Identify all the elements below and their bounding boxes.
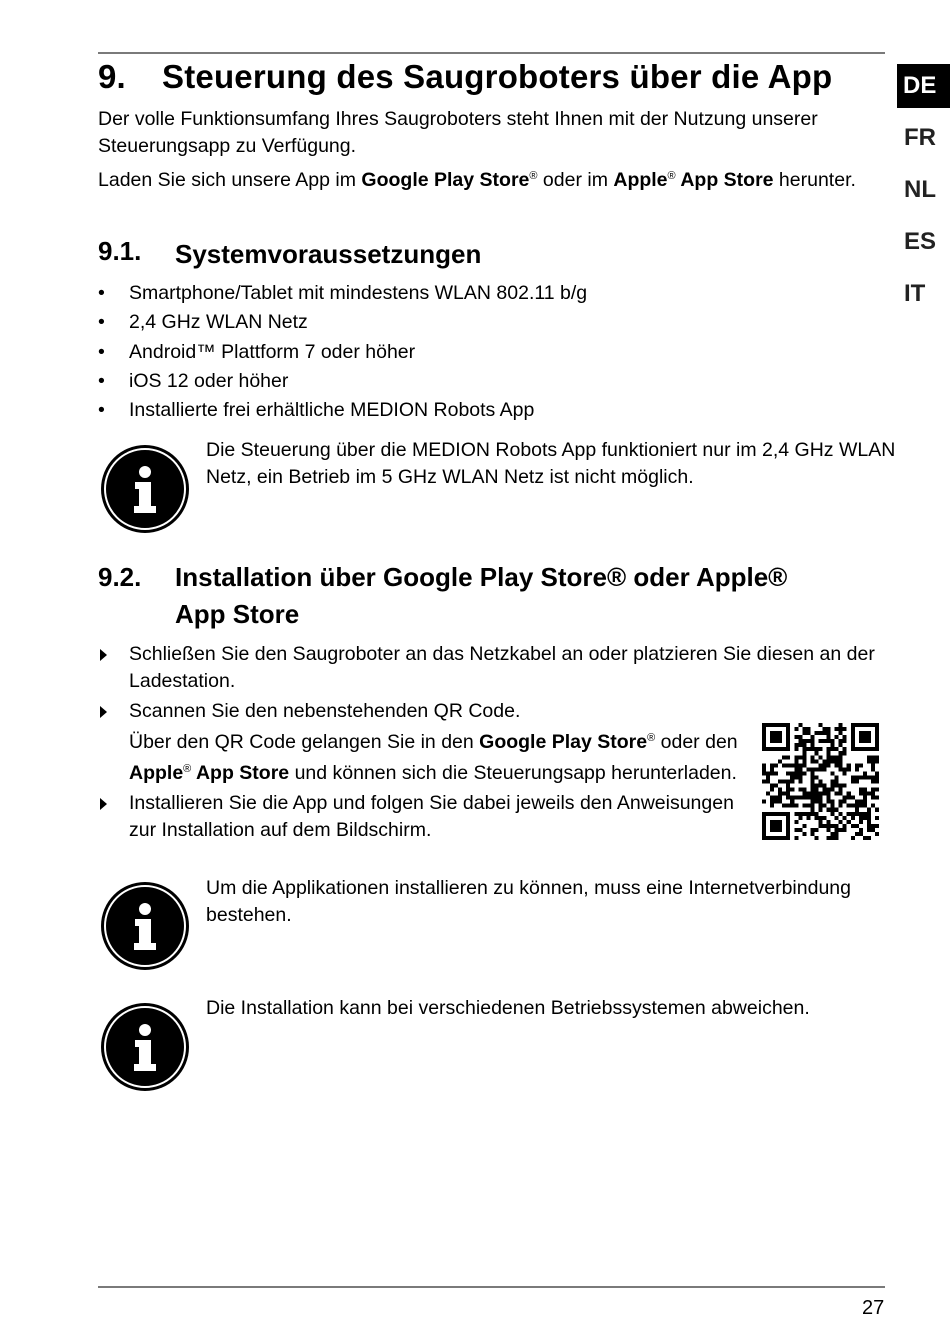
info-icon	[100, 1002, 190, 1092]
google-play-store-label: Google Play Store	[479, 731, 648, 753]
bottom-rule	[98, 1286, 885, 1288]
section-number: 9.2.	[98, 562, 142, 592]
list-item: • Android™ Plattform 7 oder höher	[98, 340, 416, 363]
list-item: • Smartphone/Tablet mit mindestens WLAN 802.11 b/g	[98, 282, 588, 304]
intro-paragraph-2: Laden Sie sich unsere App im Google Play Store® oder im Apple® App Store herunter.	[98, 169, 856, 191]
lang-tab-nl[interactable]: NL	[904, 176, 936, 203]
requirements-list	[98, 280, 587, 426]
lang-tab-de[interactable]: DE	[897, 64, 950, 108]
section-number: 9.	[98, 58, 126, 95]
lang-tab-es[interactable]: ES	[904, 228, 937, 255]
info-note-os: Die Installation kann bei verschiedenen Betriebssystemen abweichen.	[206, 997, 810, 1019]
google-play-store-label: Google Play Store	[361, 169, 530, 191]
list-item: • 2,4 GHz WLAN Netz	[98, 311, 308, 334]
install-steps-b	[98, 698, 738, 847]
section-title: Steuerung des Saugroboters über die App	[162, 58, 833, 95]
list-item: • iOS 12 oder höher	[98, 369, 289, 392]
info-note-internet: Um die Applikationen installieren zu können, muss eine Internetverbindung bestehen.	[206, 877, 851, 926]
lang-tab-it[interactable]: IT	[904, 280, 926, 307]
info-icon	[100, 881, 190, 971]
install-steps-a	[98, 641, 888, 698]
section-number: 9.1.	[98, 236, 142, 266]
triangle-right-icon	[100, 706, 107, 718]
info-note-wlan: Die Steuerung über die MEDION Robots App funktioniert nur im 2,4 GHz WLAN Netz, ein Betrieb im 5 GHz WLAN Netz ist nicht möglich.	[206, 439, 896, 488]
apple-label: Apple® App Store	[613, 169, 774, 191]
qr-code[interactable]	[762, 723, 879, 840]
step-item: Schließen Sie den Saugroboter an das Netzkabel an oder platzieren Sie diesen an der Ladestation.	[98, 641, 888, 695]
triangle-right-icon	[100, 798, 107, 810]
intro-paragraph-1: Der volle Funktionsumfang Ihres Saugroboters steht Ihnen mit der Nutzung unserer Steuerungsapp zu Verfügung.	[98, 108, 818, 157]
triangle-right-icon	[100, 649, 107, 661]
step-item: Scannen Sie den nebenstehenden QR Code. Über den QR Code gelangen Sie in den Google Play Store® oder den Apple® App Store und können sich die Steuerungsapp herunterladen.	[98, 698, 738, 787]
page-number: 27	[862, 1297, 885, 1319]
step-item: Installieren Sie die App und folgen Sie dabei jeweils den Anweisungen zur Installation auf dem Bildschirm.	[98, 790, 738, 844]
section-title-line-1: Installation über Google Play Store® oder Apple®	[175, 562, 788, 592]
section-9-heading	[98, 58, 832, 96]
section-title: Systemvoraussetzungen	[175, 239, 482, 269]
apple-label: Apple® App Store	[129, 762, 290, 784]
lang-tab-fr[interactable]: FR	[904, 124, 936, 151]
top-rule	[98, 52, 885, 54]
info-icon	[100, 444, 190, 534]
list-item: • Installierte frei erhältliche MEDION Robots App	[98, 399, 535, 422]
section-title-line-2: App Store	[175, 599, 300, 629]
